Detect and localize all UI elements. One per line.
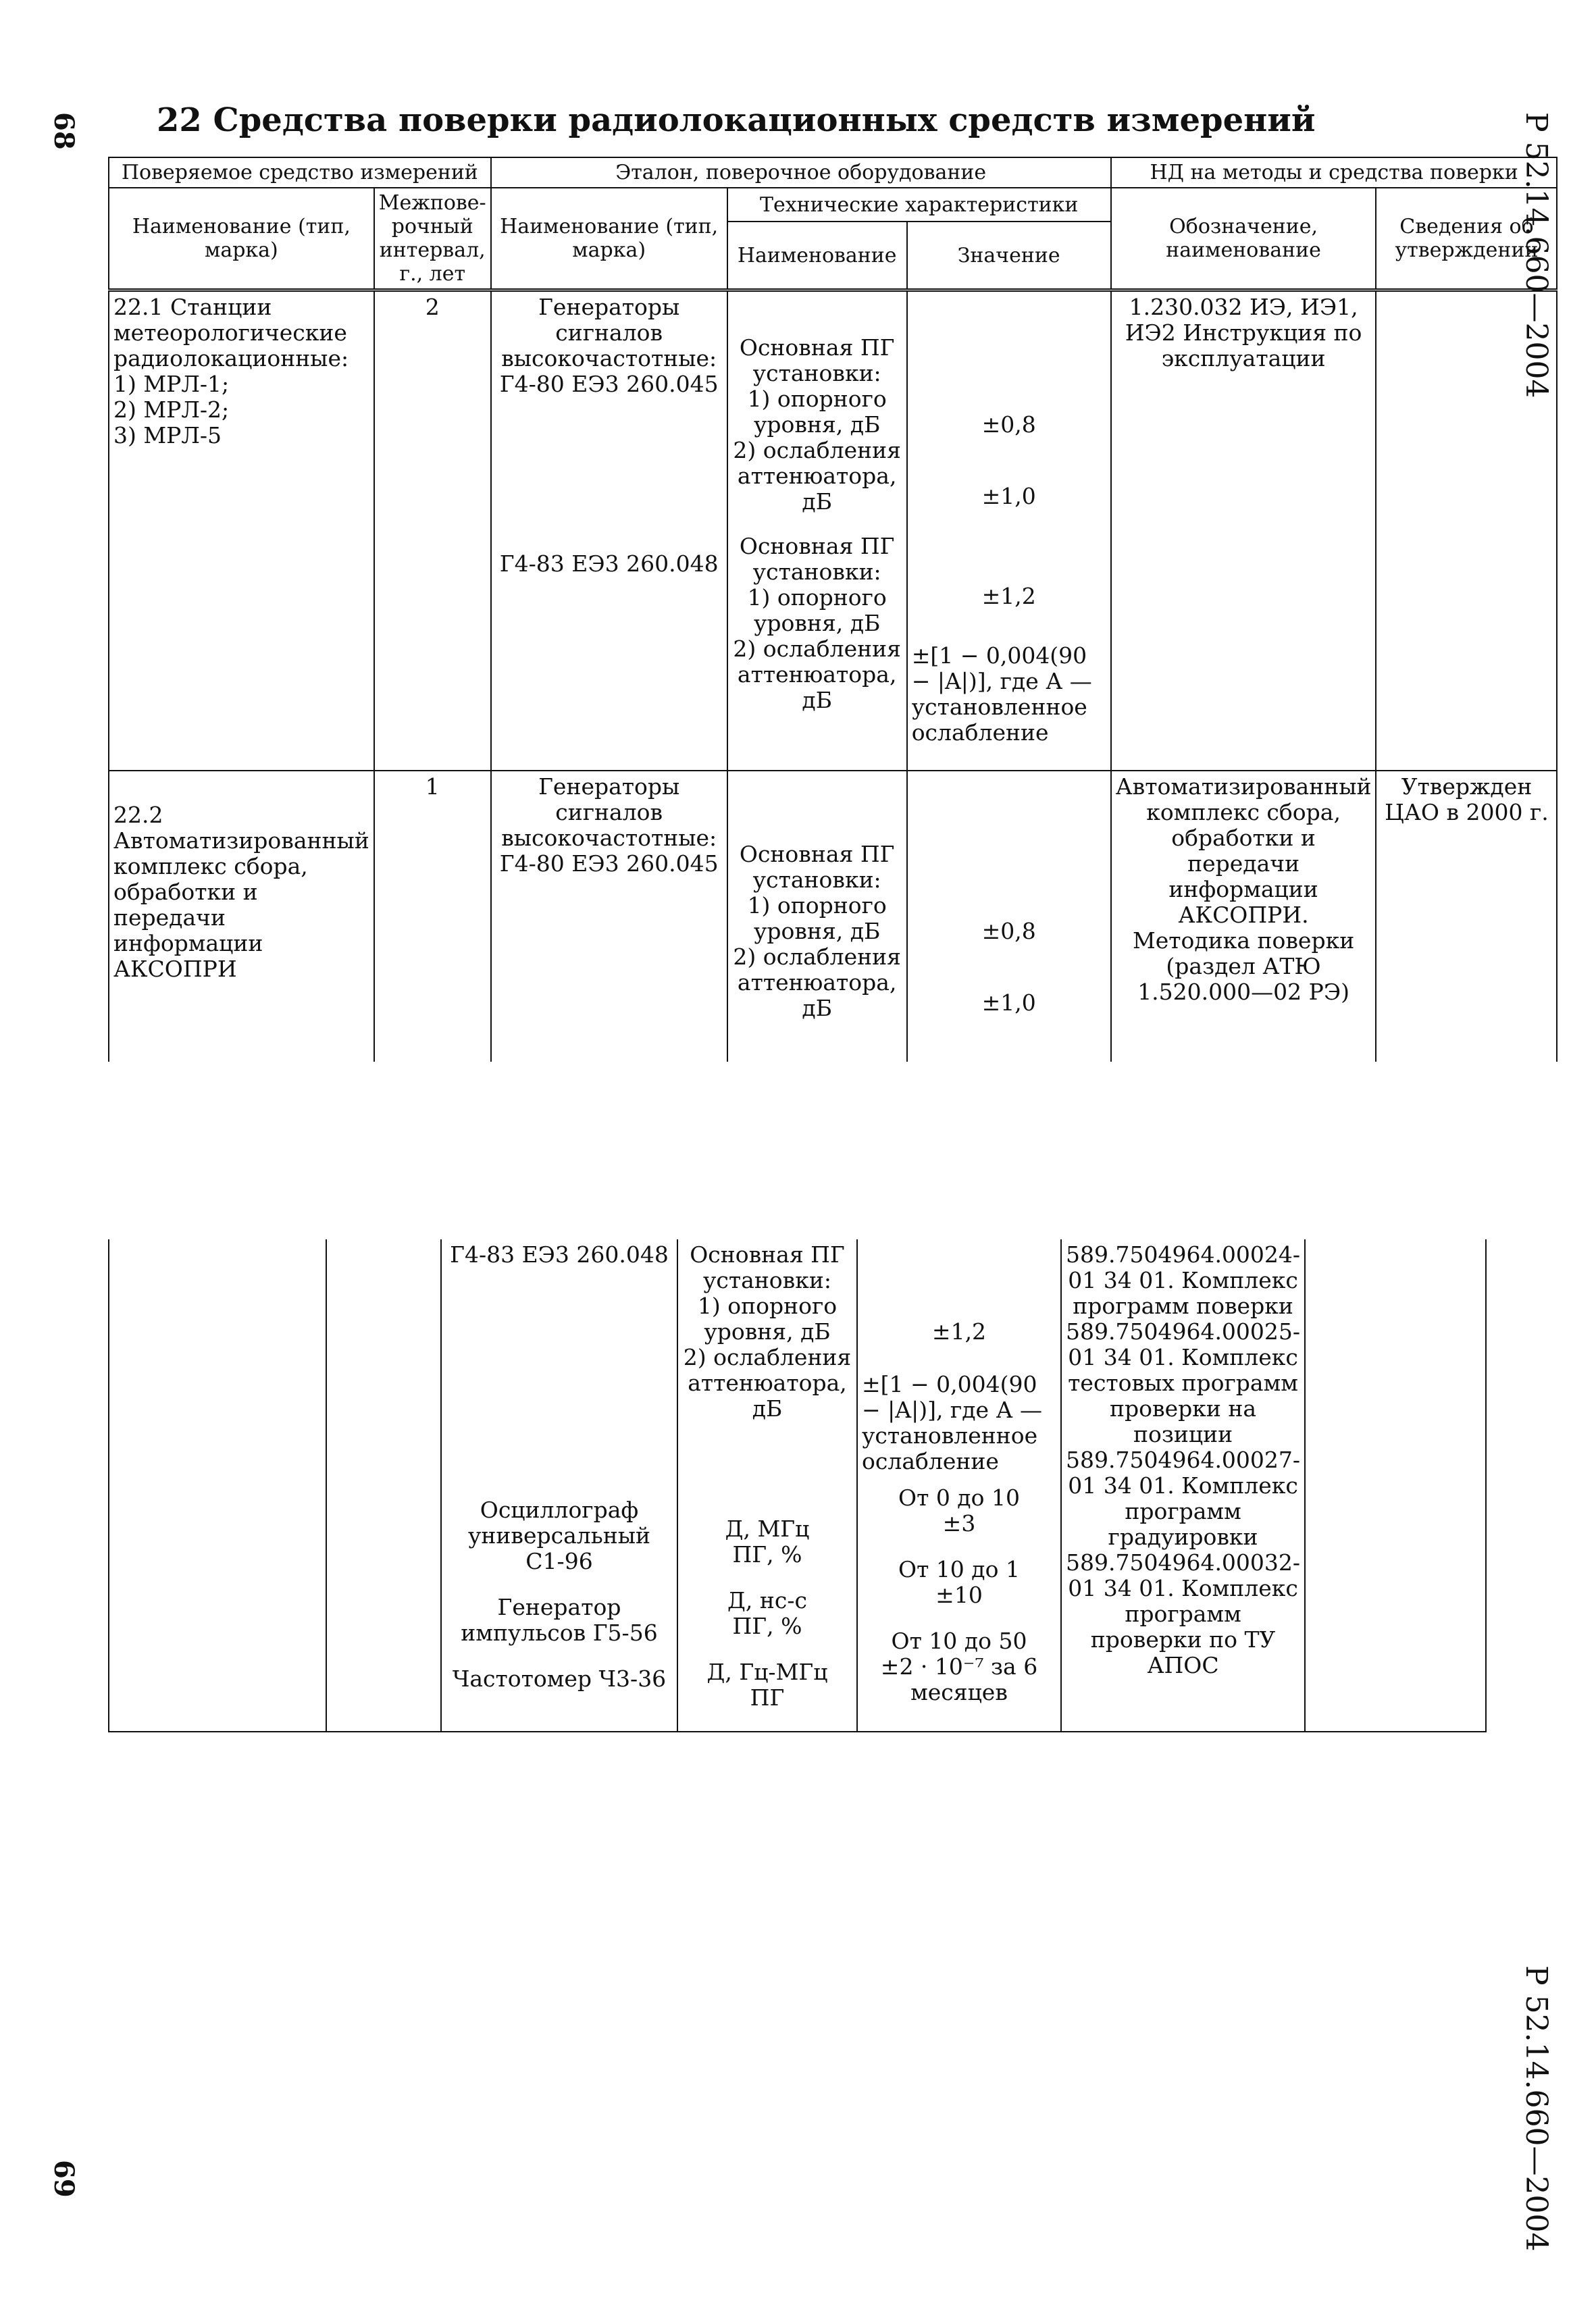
verified-name-cell: 22.1 Станции метеорологические радиолокационные: 1) МРЛ-1; 2) МРЛ-2; 3) МРЛ-5: [109, 290, 374, 771]
standard-name-cell: Генераторы сигналов высокочастотные: Г4-80 ЕЭ3 260.045: [491, 771, 727, 1062]
standard-name-cell: [491, 290, 727, 771]
char-name-cell: [677, 1239, 857, 1732]
value-g483-ref: ±1,2: [931, 1318, 987, 1345]
value-g480-ref: ±0,8: [981, 411, 1036, 438]
value-g480-att: ±1,0: [981, 483, 1036, 509]
header-interval: Межпове-рочный интервал, г., лет: [374, 188, 491, 290]
standard-name-g480: Генераторы сигналов высокочастотные: Г4-80 ЕЭ3 260.045: [499, 294, 719, 397]
page-number-bottom: 69: [48, 2160, 80, 2198]
char-value-cell: [907, 290, 1111, 771]
value-g480-ref: ±0,8: [981, 918, 1036, 944]
standard-name-oscilloscope: Осциллограф универсальный С1-96: [468, 1497, 650, 1574]
standard-name-cell: [441, 1239, 677, 1732]
header-verified-name: Наименование (тип, марка): [109, 188, 374, 290]
value-g480-att: ±1,0: [981, 989, 1036, 1016]
char-gen-error: ПГ, %: [732, 1613, 802, 1639]
nd-cell: 589.7504964.00024-01 34 01. Комплекс программ поверки 589.7504964.00025-01 34 01. Комплекс тестовых программ проверки на позиции 589.7504964.00027-01 34 01. Комплекс программ градуировки 589.7504964.00032-01 34 01. Комплекс программ проверки по ТУ АПОС: [1061, 1239, 1305, 1732]
header-nd-group: НД на методы и средства поверки: [1111, 157, 1558, 188]
value-g483-att: ±[1 − 0,004(90 − |A|)], где А — установленное ослабление: [862, 1371, 1043, 1474]
interval-cell: [326, 1239, 441, 1732]
standard-name-frequency-meter: Частотомер Ч3-36: [452, 1666, 667, 1692]
char-osc-range: Д, МГц: [725, 1516, 810, 1542]
value-freq-error: ±2 · 10⁻⁷ за 6 месяцев: [880, 1653, 1038, 1705]
char-freq-error: ПГ: [750, 1684, 785, 1711]
char-name-cell: [727, 290, 907, 771]
standard-name-g483: Г4-83 ЕЭ3 260.048: [499, 550, 719, 577]
header-char-value: Значение: [907, 222, 1111, 290]
value-g483-ref: ±1,2: [981, 583, 1036, 609]
value-osc-error: ±3: [942, 1510, 976, 1537]
value-g483-att: ±[1 − 0,004(90 − |A|)], где А — установленное ослабление: [911, 642, 1092, 746]
char-gen-range: Д, нс-с: [727, 1587, 807, 1614]
char-name-cell: [727, 771, 907, 1062]
interval-cell: 1: [374, 771, 491, 1062]
table-row: [109, 771, 1557, 1062]
header-char-name: Наименование: [727, 222, 907, 290]
nd-cell: 1.230.032 ИЭ, ИЭ1, ИЭ2 Инструкция по эксплуатации: [1111, 290, 1376, 771]
table-row: [109, 1239, 1486, 1732]
approval-cell: Утвержден ЦАО в 2000 г.: [1376, 771, 1557, 1062]
verification-table: [108, 157, 1558, 1062]
page-title: 22 Средства поверки радиолокационных средств измерений: [157, 101, 1316, 139]
value-gen-error: ±10: [935, 1582, 983, 1608]
char-name-g483: Основная ПГ установки: 1) опорного уровня, дБ 2) ослабления аттенюатора, дБ: [733, 533, 901, 713]
interval-cell: 2: [374, 290, 491, 771]
standard-name-g483: Г4-83 ЕЭ3 260.048: [450, 1241, 669, 1268]
verification-table-continued: [108, 1239, 1487, 1732]
verified-name-cell: [109, 1239, 326, 1732]
char-value-cell: [907, 771, 1111, 1062]
header-standard-name: Наименование (тип, марка): [491, 188, 727, 290]
table-row: [109, 290, 1557, 771]
header-approval: Сведения об утверждении: [1376, 188, 1557, 290]
approval-cell: [1305, 1239, 1486, 1732]
char-freq-range: Д, Гц-МГц: [706, 1659, 828, 1685]
value-freq-range: От 10 до 50: [891, 1628, 1027, 1654]
header-tech-char: Технические характеристики: [727, 188, 1111, 222]
header-designation: Обозначение, наименование: [1111, 188, 1376, 290]
doc-id-top: Р 52.14.660—2004: [1519, 112, 1553, 398]
value-gen-range: От 10 до 1: [898, 1556, 1020, 1582]
header-verified-group: Поверяемое средство измерений: [109, 157, 491, 188]
standard-name-pulse-generator: Генератор импульсов Г5-56: [461, 1594, 658, 1646]
nd-cell: Автоматизированный комплекс сбора, обработки и передачи информации АКСОПРИ. Методика поверки (раздел АТЮ 1.520.000—02 РЭ): [1111, 771, 1376, 1062]
header-standard-group: Эталон, поверочное оборудование: [491, 157, 1111, 188]
value-osc-range: От 0 до 10: [898, 1485, 1020, 1511]
char-name-g483: Основная ПГ установки: 1) опорного уровня, дБ 2) ослабления аттенюатора, дБ: [683, 1241, 852, 1422]
approval-cell: [1376, 290, 1557, 771]
doc-id-bottom: Р 52.14.660—2004: [1519, 1965, 1553, 2252]
char-osc-error: ПГ, %: [732, 1541, 802, 1568]
char-name-g480: Основная ПГ установки: 1) опорного уровня, дБ 2) ослабления аттенюатора, дБ: [733, 841, 901, 1021]
page-number-top: 68: [48, 112, 80, 150]
verified-name-cell: 22.2 Автоматизированный комплекс сбора, обработки и передачи информации АКСОПРИ: [109, 771, 374, 1062]
char-name-g480: Основная ПГ установки: 1) опорного уровня, дБ 2) ослабления аттенюатора, дБ: [733, 334, 901, 515]
char-value-cell: [857, 1239, 1061, 1732]
